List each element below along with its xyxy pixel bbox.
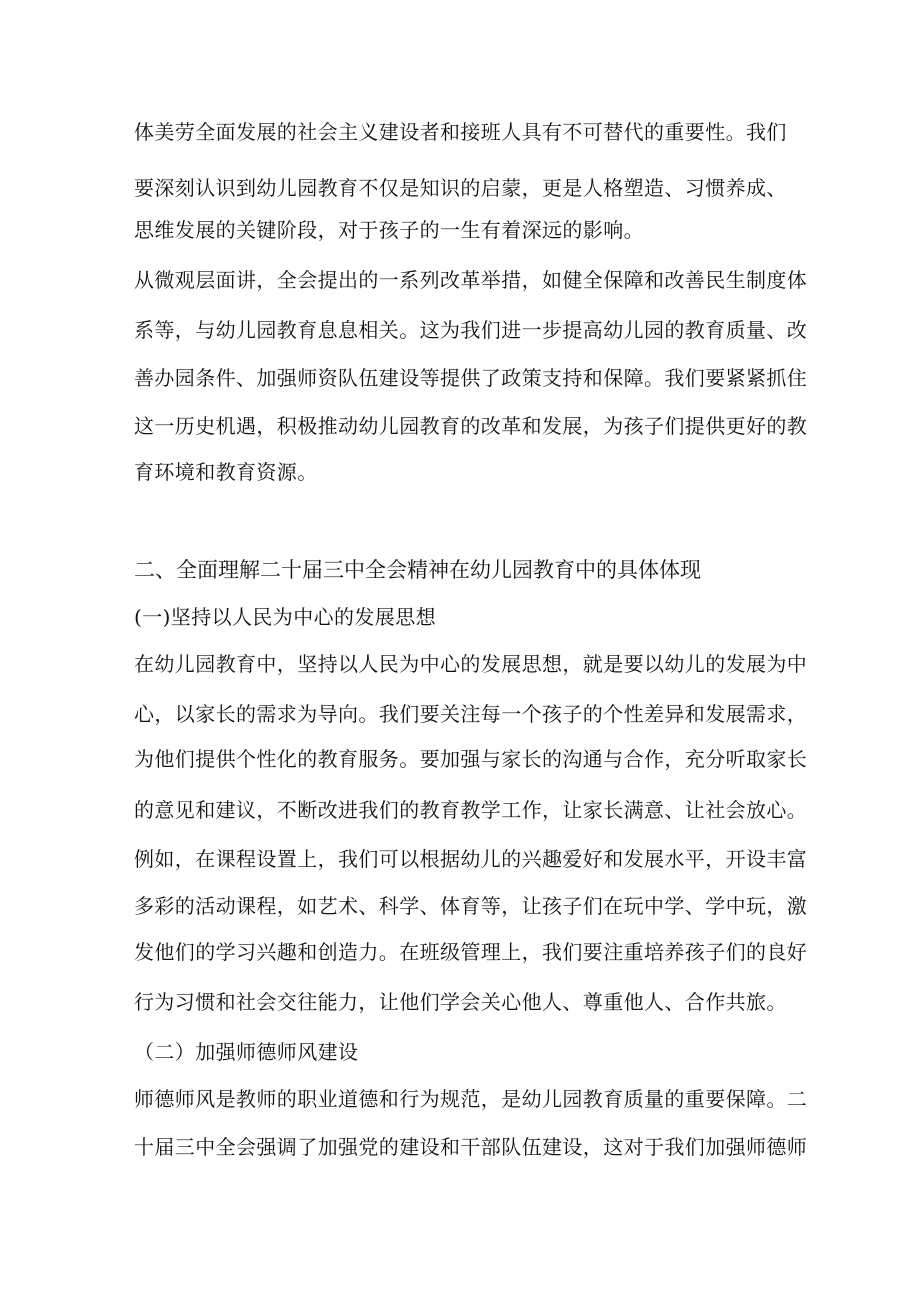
paragraph-line: 体美劳全面发展的社会主义建设者和接班人具有不可替代的重要性。我们: [134, 120, 787, 144]
paragraph-line: 这一历史机遇，积极推动幼儿园教育的改革和发展，为孩子们提供更好的教: [134, 414, 808, 438]
paragraph-line: 育环境和教育资源。: [134, 460, 318, 484]
paragraph-line: 例如，在课程设置上，我们可以根据幼儿的兴趣爱好和发展水平，开设丰富: [134, 847, 808, 871]
paragraph-line: 从微观层面讲，全会提出的一系列改革举措，如健全保障和改善民生制度体: [134, 268, 808, 292]
paragraph-line: 在幼儿园教育中，坚持以人民为中心的发展思想，就是要以幼儿的发展为中: [134, 652, 808, 676]
paragraph-line: 要深刻认识到幼儿园教育不仅是知识的启蒙，更是人格塑造、习惯养成、: [134, 176, 787, 200]
section-heading: 二、全面理解二十届三中全会精神在幼儿园教育中的具体体现: [134, 558, 701, 582]
paragraph-line: 发他们的学习兴趣和创造力。在班级管理上，我们要注重培养孩子们的良好: [134, 940, 808, 964]
paragraph-line: 为他们提供个性化的教育服务。要加强与家长的沟通与合作，充分听取家长: [134, 747, 808, 771]
paragraph-line: 思维发展的关键阶段，对于孩子的一生有着深远的影响。: [134, 218, 644, 242]
paragraph-line: 行为习惯和社会交往能力，让他们学会关心他人、尊重他人、合作共旅。: [134, 990, 787, 1014]
paragraph-line: 师德师风是教师的职业道德和行为规范，是幼儿园教育质量的重要保障。二: [134, 1087, 808, 1111]
paragraph-line: 多彩的活动课程，如艺术、科学、体育等，让孩子们在玩中学、学中玩，激: [134, 894, 808, 918]
paragraph-line: 善办园条件、加强师资队伍建设等提供了政策支持和保障。我们要紧紧抓住: [134, 366, 808, 390]
subsection-heading: （二）加强师德师风建设: [134, 1040, 359, 1064]
paragraph-line: 系等，与幼儿园教育息息相关。这为我们进一步提高幼儿园的教育质量、改: [134, 318, 808, 342]
paragraph-line: 心，以家长的需求为导向。我们要关注每一个孩子的个性差异和发展需求，: [134, 702, 808, 726]
subsection-heading: (一)坚持以人民为中心的发展思想: [134, 605, 437, 629]
paragraph-line: 十届三中全会强调了加强党的建设和干部队伍建设，这对于我们加强师德师: [134, 1135, 808, 1159]
paragraph-line: 的意见和建议，不断改进我们的教育教学工作，让家长满意、让社会放心。: [134, 798, 808, 822]
